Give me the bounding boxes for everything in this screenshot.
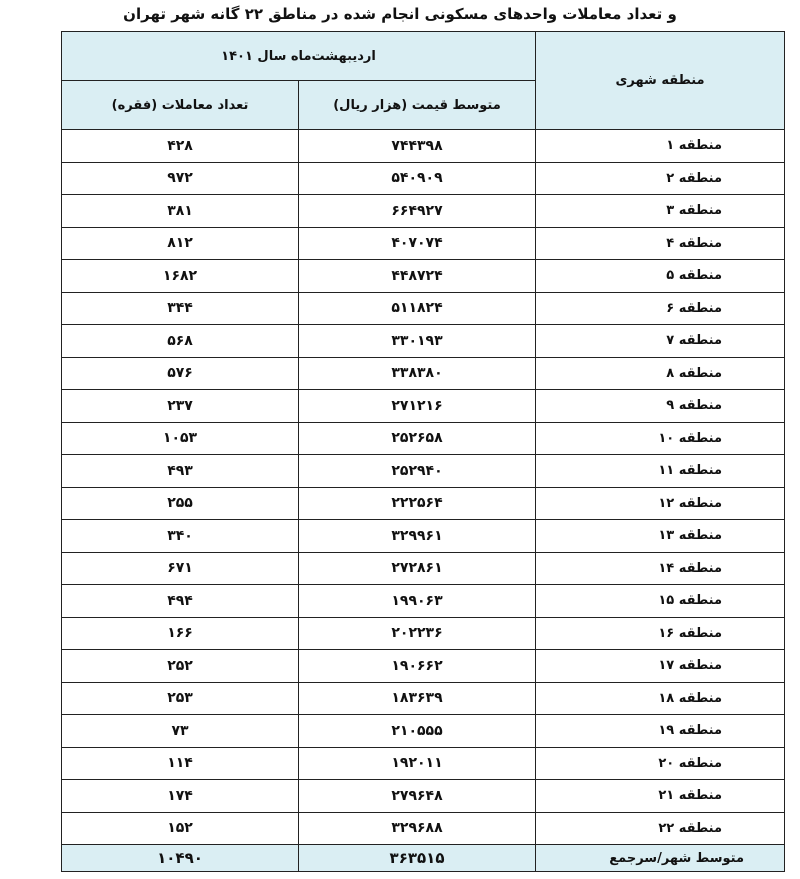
region-column-header: منطقه شهری (536, 32, 785, 130)
region-cell: منطقه ۲۱ (536, 780, 785, 813)
table-row (62, 682, 785, 715)
table-row (62, 520, 785, 553)
region-cell: منطقه ۵ (536, 260, 785, 293)
region-cell: منطقه ۲۰ (536, 747, 785, 780)
total-avg-price: ۳۶۳۵۱۵ (299, 845, 536, 872)
count-cell: ۱۶۶ (62, 617, 299, 650)
avg-price-column-header: متوسط قیمت (هزار ریال) (299, 81, 536, 130)
header-row-top (62, 32, 785, 81)
avg-price-cell: ۱۹۰۶۶۲ (299, 650, 536, 683)
avg-price-cell: ۱۸۳۶۳۹ (299, 682, 536, 715)
region-cell: منطقه ۱۷ (536, 650, 785, 683)
region-cell: منطقه ۱۳ (536, 520, 785, 553)
region-cell: منطقه ۸ (536, 357, 785, 390)
total-count: ۱۰۴۹۰ (62, 845, 299, 872)
count-column-header: تعداد معاملات (فقره) (62, 81, 299, 130)
count-cell: ۱۱۴ (62, 747, 299, 780)
avg-price-cell: ۴۴۸۷۲۴ (299, 260, 536, 293)
table-row (62, 780, 785, 813)
table-row (62, 585, 785, 618)
avg-price-cell: ۳۲۹۶۸۸ (299, 812, 536, 845)
table-row (62, 130, 785, 163)
region-cell: منطقه ۱۰ (536, 422, 785, 455)
count-cell: ۵۷۶ (62, 357, 299, 390)
avg-price-cell: ۳۳۰۱۹۳ (299, 325, 536, 358)
avg-price-cell: ۲۵۲۹۴۰ (299, 455, 536, 488)
count-cell: ۵۶۸ (62, 325, 299, 358)
region-cell: منطقه ۶ (536, 292, 785, 325)
region-cell: منطقه ۲ (536, 162, 785, 195)
region-cell: منطقه ۱۴ (536, 552, 785, 585)
count-cell: ۱۰۵۳ (62, 422, 299, 455)
region-cell: منطقه ۱۱ (536, 455, 785, 488)
table-row (62, 487, 785, 520)
table-row (62, 292, 785, 325)
count-cell: ۴۲۸ (62, 130, 299, 163)
count-cell: ۳۴۴ (62, 292, 299, 325)
avg-price-cell: ۶۶۴۹۲۷ (299, 195, 536, 228)
table-row (62, 812, 785, 845)
region-cell: منطقه ۳ (536, 195, 785, 228)
avg-price-cell: ۲۷۲۸۶۱ (299, 552, 536, 585)
count-cell: ۱۵۲ (62, 812, 299, 845)
table-row (62, 357, 785, 390)
count-cell: ۱۶۸۲ (62, 260, 299, 293)
table-row (62, 227, 785, 260)
table-row (62, 747, 785, 780)
count-cell: ۴۹۳ (62, 455, 299, 488)
avg-price-cell: ۲۱۰۵۵۵ (299, 715, 536, 748)
total-label: متوسط شهر/سرجمع (536, 845, 785, 872)
region-cell: منطقه ۱ (536, 130, 785, 163)
count-cell: ۹۷۲ (62, 162, 299, 195)
count-cell: ۸۱۲ (62, 227, 299, 260)
table-row (62, 422, 785, 455)
table-title: و تعداد معاملات واحدهای مسکونی انجام شده در مناطق ۲۲ گانه شهر تهران (123, 5, 677, 23)
table-row (62, 260, 785, 293)
count-cell: ۳۸۱ (62, 195, 299, 228)
table-row (62, 552, 785, 585)
avg-price-cell: ۳۳۸۳۸۰ (299, 357, 536, 390)
avg-price-cell: ۴۰۷۰۷۴ (299, 227, 536, 260)
region-cell: منطقه ۲۲ (536, 812, 785, 845)
table-row (62, 617, 785, 650)
table-row (62, 195, 785, 228)
region-cell: منطقه ۱۸ (536, 682, 785, 715)
avg-price-cell: ۷۴۴۳۹۸ (299, 130, 536, 163)
total-row (62, 845, 785, 872)
count-cell: ۴۹۴ (62, 585, 299, 618)
table-row (62, 325, 785, 358)
region-cell: منطقه ۷ (536, 325, 785, 358)
count-cell: ۱۷۴ (62, 780, 299, 813)
avg-price-cell: ۲۷۱۲۱۶ (299, 390, 536, 423)
table-row (62, 455, 785, 488)
avg-price-cell: ۵۱۱۸۲۴ (299, 292, 536, 325)
avg-price-cell: ۳۲۹۹۶۱ (299, 520, 536, 553)
region-cell: منطقه ۱۵ (536, 585, 785, 618)
avg-price-cell: ۲۵۲۶۵۸ (299, 422, 536, 455)
count-cell: ۷۳ (62, 715, 299, 748)
count-cell: ۳۴۰ (62, 520, 299, 553)
period-header: اردیبهشت‌ماه سال ۱۴۰۱ (62, 32, 536, 81)
avg-price-cell: ۱۹۲۰۱۱ (299, 747, 536, 780)
table-row (62, 715, 785, 748)
region-cell: منطقه ۱۶ (536, 617, 785, 650)
avg-price-cell: ۵۴۰۹۰۹ (299, 162, 536, 195)
avg-price-cell: ۲۲۲۵۶۴ (299, 487, 536, 520)
table-row (62, 650, 785, 683)
count-cell: ۶۷۱ (62, 552, 299, 585)
avg-price-cell: ۱۹۹۰۶۳ (299, 585, 536, 618)
region-cell: منطقه ۹ (536, 390, 785, 423)
region-cell: منطقه ۱۹ (536, 715, 785, 748)
count-cell: ۲۵۲ (62, 650, 299, 683)
avg-price-cell: ۲۷۹۶۴۸ (299, 780, 536, 813)
count-cell: ۲۵۵ (62, 487, 299, 520)
region-cell: منطقه ۱۲ (536, 487, 785, 520)
region-cell: منطقه ۴ (536, 227, 785, 260)
avg-price-cell: ۲۰۲۲۳۶ (299, 617, 536, 650)
table-row (62, 162, 785, 195)
count-cell: ۲۳۷ (62, 390, 299, 423)
transactions-table (61, 31, 785, 872)
count-cell: ۲۵۳ (62, 682, 299, 715)
table-row (62, 390, 785, 423)
